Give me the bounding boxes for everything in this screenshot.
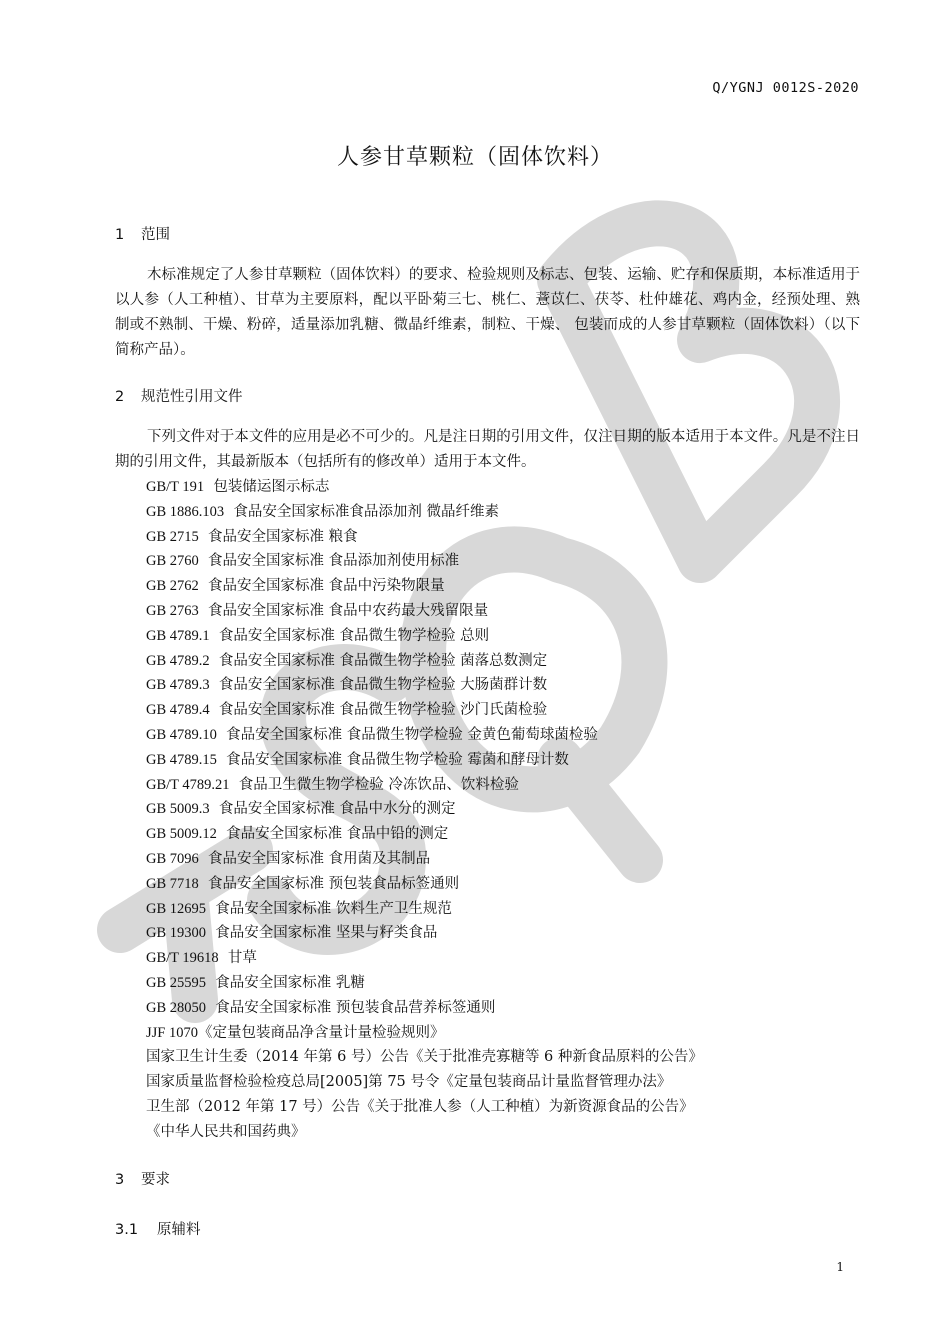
reference-item: 国家卫生计生委（2014 年第 6 号）公告《关于批准壳寡糖等 6 种新食品原料的公告》	[146, 1049, 703, 1066]
reference-item: GB 2715 食品安全国家标准 粮食	[146, 528, 358, 545]
reference-item: GB 4789.4 食品安全国家标准 食品微生物学检验 沙门氏菌检验	[146, 702, 548, 719]
document-title: 人参甘草颗粒（固体饮料）	[336, 145, 613, 170]
reference-item: GB 4789.2 食品安全国家标准 食品微生物学检验 菌落总数测定	[146, 652, 548, 669]
reference-item: GB/T 19618 甘草	[146, 950, 257, 967]
reference-item: GB 2762 食品安全国家标准 食品中污染物限量	[146, 578, 445, 595]
reference-item: GB 5009.12 食品安全国家标准 食品中铅的测定	[146, 826, 449, 843]
references-intro: 下列文件对于本文件的应用是必不可少的。凡是注日期的引用文件，仅注日期的版本适用于本文件。凡是不注日期的引用文件，其最新版本（包括所有的修改单）适用于本文件。	[115, 429, 860, 470]
reference-item: GB 4789.1 食品安全国家标准 食品微生物学检验 总则	[146, 627, 490, 644]
reference-item: GB/T 191 包装储运图示标志	[146, 479, 330, 495]
section-number: 1	[115, 227, 125, 243]
page-number: 1	[836, 1260, 844, 1274]
reference-item: GB 4789.10 食品安全国家标准 食品微生物学检验 金黄色葡萄球菌检验	[146, 726, 598, 743]
reference-item: GB 4789.15 食品安全国家标准 食品微生物学检验 霉菌和酵母计数	[146, 751, 569, 768]
reference-item: GB 1886.103 食品安全国家标准食品添加剂 微晶纤维素	[146, 503, 499, 520]
section-heading-3-1	[115, 1218, 201, 1239]
document-code: Q/YGNJ 0012S-2020	[712, 80, 859, 96]
reference-item: GB 19300 食品安全国家标准 坚果与籽类食品	[146, 925, 438, 942]
section-title: 要求	[141, 1172, 170, 1188]
section-title: 原辅料	[157, 1222, 201, 1238]
reference-item: GB 25595 食品安全国家标准 乳糖	[146, 974, 365, 991]
reference-item: GB 12695 食品安全国家标准 饮料生产卫生规范	[146, 900, 452, 917]
reference-list	[146, 475, 703, 1145]
reference-item: GB 2760 食品安全国家标准 食品添加剂使用标准	[146, 553, 460, 570]
section-heading-3	[115, 1168, 170, 1189]
section-title: 范围	[141, 227, 170, 243]
section-number: 3	[115, 1172, 125, 1188]
reference-item: 国家质量监督检验检疫总局[2005]第 75 号令《定量包装商品计量监督管理办法》	[146, 1074, 672, 1091]
section-heading-1	[115, 223, 170, 244]
reference-item: GB 5009.3 食品安全国家标准 食品中水分的测定	[146, 801, 456, 818]
section-number: 3.1	[115, 1222, 139, 1238]
reference-item: GB 7096 食品安全国家标准 食用菌及其制品	[146, 850, 431, 867]
section-title: 规范性引用文件	[141, 389, 243, 405]
reference-item: GB 4789.3 食品安全国家标准 食品微生物学检验 大肠菌群计数	[146, 677, 548, 694]
reference-item: JJF 1070《定量包装商品净含量计量检验规则》	[146, 1024, 445, 1041]
reference-item: GB 28050 食品安全国家标准 预包装食品营养标签通则	[146, 999, 496, 1016]
reference-item: GB/T 4789.21 食品卫生微生物学检验 冷冻饮品、饮料检验	[146, 776, 519, 793]
section-number: 2	[115, 389, 125, 405]
reference-item: GB 7718 食品安全国家标准 预包装食品标签通则	[146, 875, 460, 892]
reference-item: GB 2763 食品安全国家标准 食品中农药最大残留限量	[146, 602, 489, 619]
section-heading-2	[115, 385, 243, 406]
scope-paragraph: 木标准规定了人参甘草颗粒（固体饮料）的要求、检验规则及标志、包装、运输、贮存和保质期，本标准适用于以人参（人工种植）、甘草为主要原料，配以平卧菊三七、桃仁、薏苡仁、茯苓、杜仲雄花、鸡内金，经预处理、熟制或不熟制、干燥、粉碎，适量添加乳糖、微晶纤维素，制粒、干燥、 包装而成的人参甘草颗粒（固体饮料）（以下简称产品）。	[115, 267, 860, 358]
reference-item: 《中华人民共和国药典》	[146, 1123, 306, 1140]
reference-item: 卫生部（2012 年第 17 号）公告《关于批准人参（人工种植）为新资源食品的公告》	[146, 1098, 694, 1115]
